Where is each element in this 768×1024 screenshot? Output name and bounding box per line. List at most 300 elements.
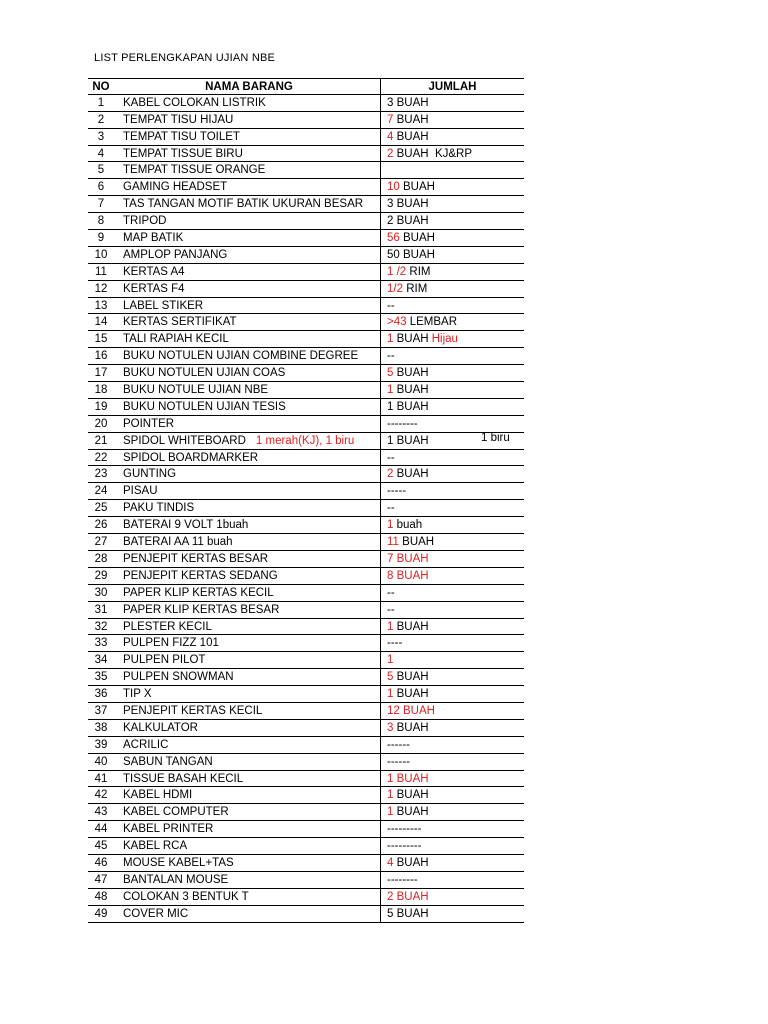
table-row (88, 399, 524, 416)
row-number: 11 (95, 265, 107, 278)
item-name: TIP X (123, 688, 152, 701)
quantity-text: BUAH (393, 856, 429, 869)
item-name: BANTALAN MOUSE (123, 873, 229, 886)
item-name: TEMPAT TISSUE BIRU (123, 147, 243, 160)
row-number: 48 (94, 890, 108, 903)
table-row (88, 466, 524, 483)
quantity-text: 5 BUAH (387, 907, 429, 920)
item-name-cell (118, 95, 381, 111)
table-row (88, 534, 524, 551)
item-name: KABEL COLOKAN LISTRIK (123, 96, 266, 109)
quantity-cell (381, 298, 524, 314)
table-row (88, 230, 524, 247)
quantity-text: 1 BUAH (387, 400, 429, 413)
table-row (88, 720, 524, 737)
quantity-text: 7 BUAH (387, 552, 429, 565)
quantity-cell (381, 602, 524, 618)
row-number: 1 (97, 96, 105, 109)
table-row (88, 754, 524, 771)
item-name: KABEL COMPUTER (123, 806, 229, 819)
row-number: 33 (94, 637, 108, 650)
row-number: 6 (97, 181, 105, 194)
quantity-cell (381, 703, 524, 719)
row-number: 21 (94, 434, 108, 447)
table-row (88, 298, 524, 315)
quantity-text: 1 (387, 654, 394, 667)
quantity-cell (381, 534, 524, 550)
item-name-cell (118, 787, 381, 803)
row-number: 27 (94, 536, 108, 549)
table-row (88, 281, 524, 298)
item-name: BUKU NOTULEN UJIAN TESIS (123, 400, 286, 413)
row-number: 40 (94, 755, 108, 768)
quantity-cell (381, 872, 524, 888)
item-name-cell (118, 686, 381, 702)
item-name: TAS TANGAN MOTIF BATIK UKURAN BESAR (123, 198, 364, 211)
item-name-cell (118, 247, 381, 263)
table-row (88, 179, 524, 196)
quantity-cell (381, 179, 524, 195)
quantity-cell (381, 331, 524, 347)
item-name-cell (118, 146, 381, 162)
quantity-cell (381, 146, 524, 162)
quantity-text: -- (387, 603, 395, 616)
item-name-cell (118, 264, 381, 280)
item-name: SPIDOL WHITEBOARD (123, 434, 246, 447)
table-row (88, 804, 524, 821)
quantity-text: -- (387, 350, 395, 363)
item-name: KABEL RCA (123, 840, 188, 853)
quantity-text: BUAH (393, 113, 429, 126)
quantity-text: 56 (387, 232, 400, 245)
item-name-cell (118, 399, 381, 415)
quantity-cell (381, 450, 524, 466)
item-name: SABUN TANGAN (123, 755, 213, 768)
quantity-text: 1 (387, 806, 394, 819)
table-row (88, 619, 524, 636)
quantity-cell (381, 568, 524, 584)
row-number: 19 (94, 400, 108, 413)
item-name: PISAU (123, 485, 158, 498)
quantity-cell (381, 213, 524, 229)
quantity-cell (381, 737, 524, 753)
header-name: NAMA BARANG (118, 79, 381, 94)
table-row (88, 517, 524, 534)
quantity-text: 3 BUAH (387, 198, 429, 211)
table-row (88, 737, 524, 754)
item-name-cell (118, 365, 381, 381)
table-row (88, 314, 524, 331)
row-number: 47 (94, 873, 108, 886)
row-number: 23 (94, 468, 108, 481)
quantity-text: 11 (387, 536, 399, 549)
item-name: PENJEPIT KERTAS KECIL (123, 704, 263, 717)
item-name-cell (118, 500, 381, 516)
item-name-cell (118, 906, 381, 922)
table-row (88, 483, 524, 500)
item-name-cell (118, 298, 381, 314)
quantity-cell (381, 433, 524, 449)
quantity-text: BUAH (399, 181, 435, 194)
table-row (88, 686, 524, 703)
quantity-cell (381, 551, 524, 567)
row-number: 32 (94, 620, 108, 633)
quantity-cell (381, 196, 524, 212)
table-row (88, 889, 524, 906)
item-name: COVER MIC (123, 907, 189, 920)
quantity-cell (381, 281, 524, 297)
item-name-cell (118, 771, 381, 787)
quantity-text: BUAH (393, 789, 429, 802)
item-name-cell (118, 483, 381, 499)
table-row (88, 771, 524, 788)
table-row (88, 872, 524, 889)
quantity-cell (381, 619, 524, 635)
row-number: 2 (97, 113, 105, 126)
item-name-cell (118, 433, 381, 449)
item-name: PAPER KLIP KERTAS KECIL (123, 586, 274, 599)
quantity-cell (381, 669, 524, 685)
table-row (88, 95, 524, 112)
quantity-text: BUAH (393, 688, 429, 701)
item-name-cell (118, 196, 381, 212)
table-header (88, 78, 524, 95)
quantity-cell (381, 838, 524, 854)
row-number: 30 (94, 586, 108, 599)
quantity-text: 1 (387, 519, 394, 532)
item-name: BUKU NOTULEN UJIAN COMBINE DEGREE (123, 350, 359, 363)
quantity-text: ------ (387, 755, 410, 768)
item-name: KERTAS F4 (123, 282, 185, 295)
item-name: ACRILIC (123, 738, 169, 751)
quantity-text: LEMBAR (406, 316, 458, 329)
quantity-text: BUAH (393, 620, 429, 633)
quantity-text: BUAH (393, 367, 429, 380)
table-row (88, 652, 524, 669)
item-name: GAMING HEADSET (123, 181, 228, 194)
table-body (88, 95, 524, 923)
quantity-cell (381, 754, 524, 770)
item-name-cell (118, 551, 381, 567)
quantity-text: BUAH (393, 806, 429, 819)
table-row (88, 703, 524, 720)
quantity-text: -- (387, 451, 395, 464)
item-name-cell (118, 889, 381, 905)
row-number: 44 (94, 823, 108, 836)
item-name: TRIPOD (123, 215, 167, 228)
table-row (88, 551, 524, 568)
table-row (88, 838, 524, 855)
item-name: LABEL STIKER (123, 299, 204, 312)
quantity-cell (381, 466, 524, 482)
item-name: COLOKAN 3 BENTUK T (123, 890, 249, 903)
item-name: PAPER KLIP KERTAS BESAR (123, 603, 280, 616)
header-qty: JUMLAH (428, 81, 477, 93)
quantity-cell (381, 348, 524, 364)
row-number: 34 (94, 654, 108, 667)
quantity-text: 3 BUAH (387, 96, 429, 109)
quantity-cell (381, 787, 524, 803)
quantity-text: 10 (387, 181, 400, 194)
item-name: TEMPAT TISU TOILET (123, 130, 240, 143)
row-number: 8 (97, 215, 105, 228)
quantity-text: 1 (387, 789, 394, 802)
item-name-cell (118, 112, 381, 128)
quantity-cell (381, 399, 524, 415)
quantity-cell (381, 517, 524, 533)
row-number: 38 (94, 721, 108, 734)
quantity-cell (381, 821, 524, 837)
quantity-text: BUAH (399, 232, 435, 245)
item-name-cell (118, 737, 381, 753)
quantity-text: --------- (387, 840, 422, 853)
quantity-text: 1 BUAH (387, 434, 429, 447)
quantity-text: 3 (387, 721, 394, 734)
row-number: 14 (94, 316, 108, 329)
item-name-cell (118, 382, 381, 398)
quantity-text: 4 (387, 130, 394, 143)
table-row (88, 450, 524, 467)
quantity-text: 12 BUAH (387, 704, 435, 717)
table-row (88, 331, 524, 348)
quantity-text: -- (387, 299, 395, 312)
table-row (88, 112, 524, 129)
table-row (88, 129, 524, 146)
item-name-cell (118, 619, 381, 635)
item-name: KABEL HDMI (123, 789, 193, 802)
quantity-text: 7 (387, 113, 394, 126)
quantity-text: 5 (387, 671, 394, 684)
quantity-cell (381, 230, 524, 246)
item-name-cell (118, 213, 381, 229)
item-name-cell (118, 838, 381, 854)
quantity-text: BUAH (393, 468, 429, 481)
row-number: 13 (94, 299, 108, 312)
quantity-text: Hijau (431, 333, 458, 346)
row-number: 10 (94, 248, 108, 261)
quantity-cell (381, 720, 524, 736)
quantity-text: 1 (387, 688, 394, 701)
quantity-cell (381, 162, 524, 178)
quantity-text: -------- (387, 873, 418, 886)
quantity-text: BUAH (393, 130, 429, 143)
quantity-text: BUAH (393, 671, 429, 684)
quantity-cell (381, 804, 524, 820)
item-name-cell (118, 179, 381, 195)
quantity-text: 2 BUAH (387, 215, 429, 228)
row-number: 18 (94, 384, 108, 397)
item-name-cell (118, 669, 381, 685)
item-name: GUNTING (123, 468, 177, 481)
quantity-cell (381, 771, 524, 787)
quantity-text: BUAH KJ&RP (393, 147, 473, 160)
item-name-cell (118, 129, 381, 145)
quantity-text: 1 (387, 620, 394, 633)
table-row (88, 247, 524, 264)
quantity-text: 4 (387, 856, 394, 869)
row-number: 25 (94, 502, 108, 515)
quantity-text: BUAH (393, 721, 429, 734)
quantity-cell (381, 585, 524, 601)
table-row (88, 382, 524, 399)
item-name: KERTAS SERTIFIKAT (123, 316, 237, 329)
row-number: 7 (97, 198, 105, 211)
table-row (88, 585, 524, 602)
quantity-cell (381, 500, 524, 516)
row-number: 43 (94, 806, 108, 819)
item-name: KALKULATOR (123, 721, 198, 734)
item-name-cell (118, 720, 381, 736)
item-name: AMPLOP PANJANG (123, 248, 228, 261)
item-name-cell (118, 754, 381, 770)
quantity-text: --------- (387, 823, 422, 836)
row-number: 42 (94, 789, 108, 802)
table-row (88, 264, 524, 281)
item-name: KABEL PRINTER (123, 823, 214, 836)
quantity-text: 1 /2 (387, 265, 407, 278)
row-number: 24 (94, 485, 108, 498)
item-name: PENJEPIT KERTAS SEDANG (123, 569, 278, 582)
quantity-text: BUAH (398, 536, 435, 549)
item-name: POINTER (123, 417, 175, 430)
quantity-cell (381, 382, 524, 398)
row-number: 22 (94, 451, 108, 464)
table-row (88, 602, 524, 619)
quantity-text: RIM (406, 265, 431, 278)
table-row (88, 348, 524, 365)
quantity-cell (381, 112, 524, 128)
quantity-cell (381, 247, 524, 263)
table-row (88, 669, 524, 686)
item-name-cell (118, 416, 381, 432)
quantity-text: 1 (387, 333, 394, 346)
item-name-cell (118, 517, 381, 533)
quantity-text: 1 (387, 384, 394, 397)
quantity-text: 2 (387, 147, 394, 160)
row-number: 4 (97, 147, 105, 160)
row-number: 31 (94, 603, 108, 616)
item-name: MOUSE KABEL+TAS (123, 856, 234, 869)
item-name: BUKU NOTULE UJIAN NBE (123, 384, 269, 397)
equipment-table (88, 78, 524, 923)
table-row (88, 500, 524, 517)
row-number: 45 (94, 840, 108, 853)
item-name-cell (118, 872, 381, 888)
row-number: 3 (97, 130, 105, 143)
row-number: 26 (94, 519, 108, 532)
item-name-cell (118, 804, 381, 820)
table-row (88, 162, 524, 179)
quantity-text: 1/2 (387, 282, 403, 295)
item-name-cell (118, 855, 381, 871)
item-name-cell (118, 281, 381, 297)
item-name-cell (118, 466, 381, 482)
item-name: PENJEPIT KERTAS BESAR (123, 552, 269, 565)
item-name-cell (118, 348, 381, 364)
table-row (88, 146, 524, 163)
quantity-cell (381, 635, 524, 651)
quantity-text: 1 BUAH (387, 772, 429, 785)
quantity-text: 50 BUAH (387, 248, 435, 261)
quantity-text: 5 (387, 367, 394, 380)
row-number: 5 (97, 164, 105, 177)
item-name-note: 1 merah(KJ), 1 biru (255, 434, 355, 447)
table-row (88, 855, 524, 872)
quantity-cell (381, 95, 524, 111)
quantity-cell (381, 906, 524, 922)
item-name: TALI RAPIAH KECIL (123, 333, 229, 346)
item-name: PULPEN PILOT (123, 654, 206, 667)
quantity-text: buah (393, 519, 423, 532)
item-name: TEMPAT TISU HIJAU (123, 113, 234, 126)
quantity-text: >43 (387, 316, 407, 329)
quantity-cell (381, 129, 524, 145)
quantity-text: -- (387, 502, 395, 515)
item-name-cell (118, 162, 381, 178)
quantity-cell (381, 889, 524, 905)
item-name-cell (118, 602, 381, 618)
quantity-cell (381, 855, 524, 871)
header-no: NO (92, 81, 110, 93)
item-name: BATERAI 9 VOLT 1buah (123, 519, 249, 532)
table-row (88, 213, 524, 230)
item-name-cell (118, 703, 381, 719)
item-name-cell (118, 635, 381, 651)
item-name-cell (118, 534, 381, 550)
quantity-cell (381, 314, 524, 330)
row-number: 36 (94, 688, 108, 701)
item-name: TEMPAT TISSUE ORANGE (123, 164, 266, 177)
quantity-cell (381, 652, 524, 668)
row-number: 28 (94, 552, 108, 565)
quantity-text: 2 BUAH (387, 890, 429, 903)
document-title: LIST PERLENGKAPAN UJIAN NBE (94, 52, 276, 64)
quantity-text: ----- (387, 485, 407, 498)
row-number: 37 (94, 704, 108, 717)
table-row (88, 821, 524, 838)
quantity-cell (381, 264, 524, 280)
table-row (88, 196, 524, 213)
item-name-cell (118, 652, 381, 668)
table-row (88, 787, 524, 804)
quantity-text: -- (387, 586, 395, 599)
item-name-cell (118, 450, 381, 466)
row-number: 46 (94, 856, 108, 869)
quantity-text: ---- (387, 637, 403, 650)
table-row (88, 568, 524, 585)
quantity-text: BUAH (393, 333, 432, 346)
item-name: BATERAI AA 11 buah (123, 536, 233, 549)
table-row (88, 906, 524, 923)
row-number: 41 (94, 772, 108, 785)
row-number: 17 (94, 367, 108, 380)
item-name: TISSUE BASAH KECIL (123, 772, 244, 785)
quantity-text: BUAH (393, 384, 429, 397)
row-number: 16 (94, 350, 108, 363)
table-row (88, 416, 524, 433)
item-name: PULPEN SNOWMAN (123, 671, 234, 684)
quantity-cell (381, 365, 524, 381)
table-row (88, 433, 524, 450)
quantity-text: -------- (387, 417, 418, 430)
item-name-cell (118, 314, 381, 330)
quantity-text: RIM (403, 282, 428, 295)
item-name-cell (118, 331, 381, 347)
table-row (88, 365, 524, 382)
item-name: SPIDOL BOARDMARKER (123, 451, 259, 464)
item-name-cell (118, 821, 381, 837)
row-number: 12 (94, 282, 108, 295)
